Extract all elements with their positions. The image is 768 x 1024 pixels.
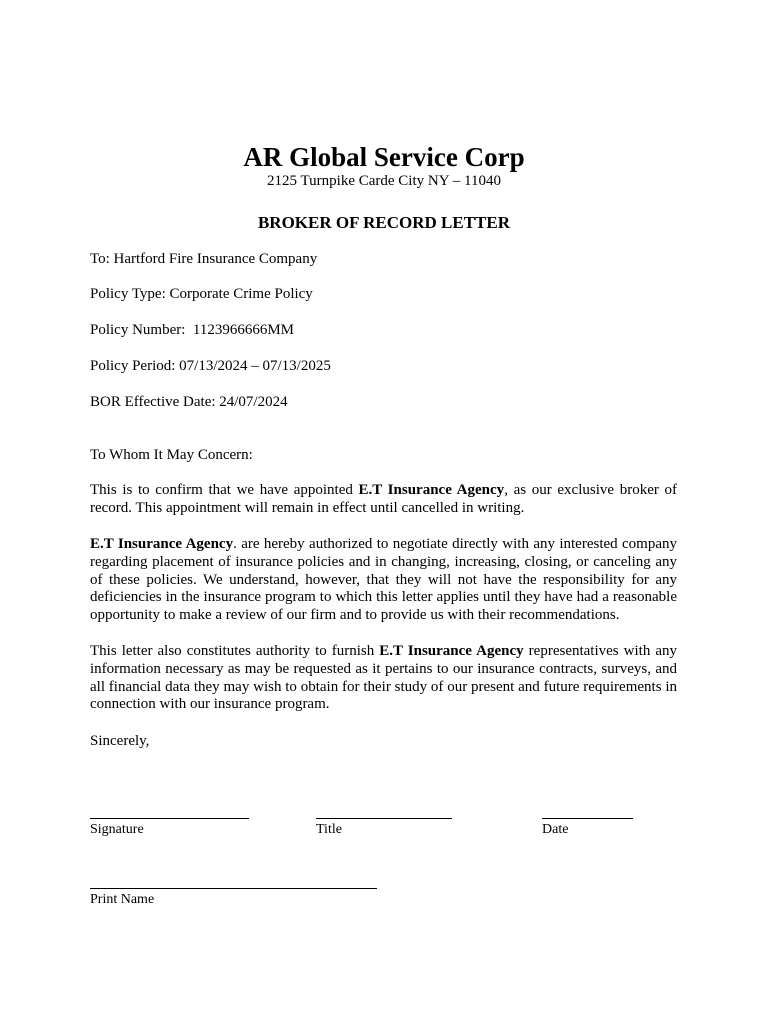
company-name: AR Global Service Corp bbox=[243, 142, 525, 172]
paragraph-text: . are hereby authorized to negotiate directly with any interested company regarding placement of insurance policies and in changing, increasing, closing, or canceling any of these policies. We understand, however, that they will not have the responsibility for any deficiencies in the insurance program to which this letter applies until they have had a reasonable opportunity to make a review of our firm and to provide us with their recommendations. bbox=[90, 536, 678, 624]
print-name-line bbox=[90, 888, 377, 889]
title-line bbox=[316, 818, 452, 819]
paragraph-appointment bbox=[90, 482, 677, 518]
paragraph-authority bbox=[90, 643, 677, 714]
policy-period-line: Policy Period: 07/13/2024 – 07/13/2025 bbox=[90, 358, 331, 374]
paragraph-text: , as our exclusive broker of record. This appointment will remain in effect until cancelled in writing. bbox=[90, 482, 678, 516]
paragraph-text: This letter also constitutes authority to furnish bbox=[90, 643, 380, 659]
closing: Sincerely, bbox=[90, 733, 150, 749]
recipient-line: To: Hartford Fire Insurance Company bbox=[90, 251, 318, 267]
print-name-label: Print Name bbox=[90, 892, 155, 907]
paragraph-authorization bbox=[90, 536, 677, 625]
date-line bbox=[542, 818, 633, 819]
agency-name: E.T Insurance Agency bbox=[379, 643, 524, 659]
bor-effective-date-line: BOR Effective Date: 24/07/2024 bbox=[90, 394, 288, 410]
agency-name: E.T Insurance Agency bbox=[358, 482, 505, 498]
company-address: 2125 Turnpike Carde City NY – 11040 bbox=[267, 173, 501, 189]
signature-label: Signature bbox=[90, 822, 144, 837]
paragraph-text: representatives with any information necessary as may be requested as it pertains to our insurance contracts, surveys, and all financial data they may wish to obtain for their study of our present and future requirements in connection with our insurance program. bbox=[90, 643, 678, 713]
paragraph-text: This is to confirm that we have appointed bbox=[90, 482, 359, 498]
agency-name: E.T Insurance Agency bbox=[90, 536, 234, 552]
letter-title: BROKER OF RECORD LETTER bbox=[257, 213, 511, 232]
policy-type-line: Policy Type: Corporate Crime Policy bbox=[90, 286, 313, 302]
salutation: To Whom It May Concern: bbox=[90, 447, 253, 463]
policy-number-line: Policy Number: 1123966666MM bbox=[90, 322, 295, 338]
signature-line bbox=[90, 818, 249, 819]
date-label: Date bbox=[542, 822, 569, 837]
title-label: Title bbox=[316, 822, 342, 837]
